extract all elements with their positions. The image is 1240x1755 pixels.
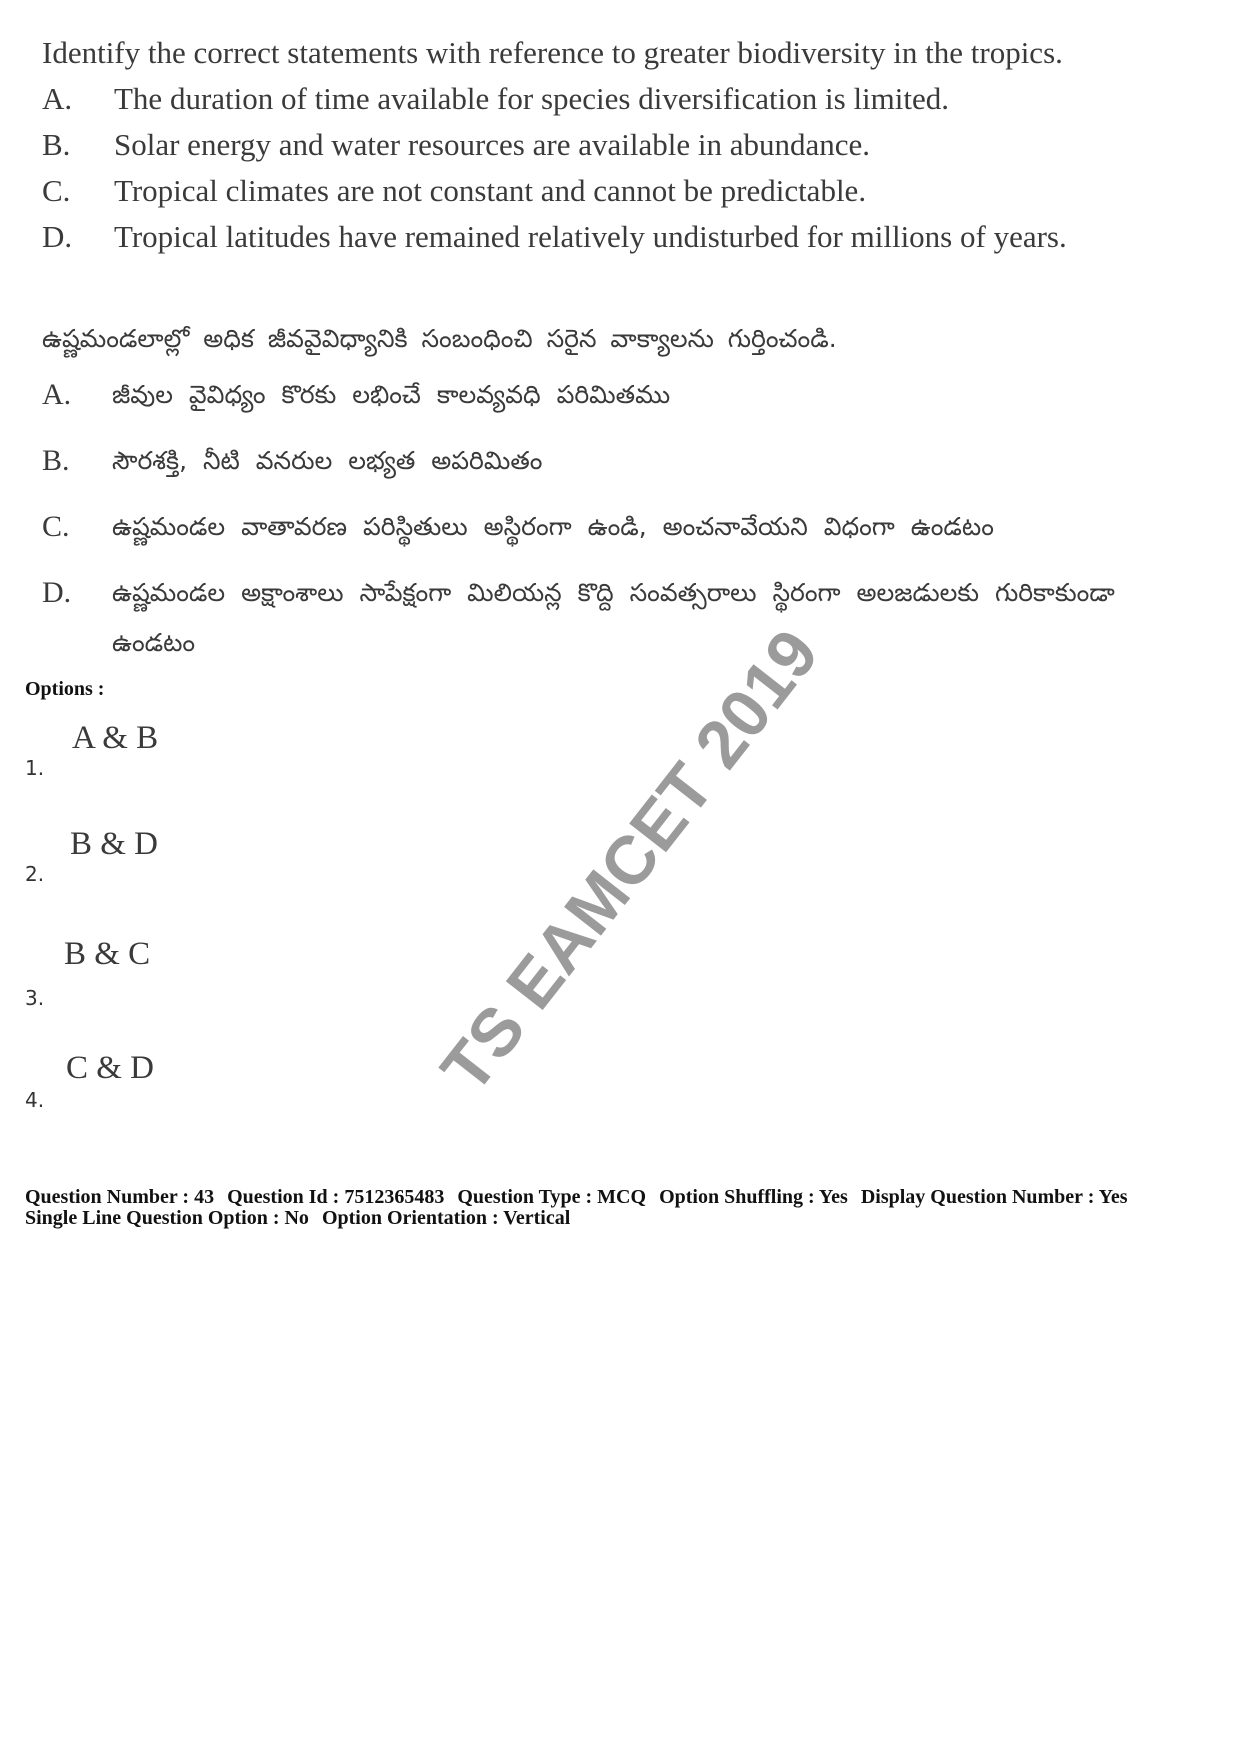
option-4[interactable]: [0, 1050, 400, 1140]
display-question-number: Display Question Number : Yes: [860, 1186, 1128, 1208]
question-telugu: [42, 322, 1202, 692]
single-line-question-option: Single Line Question Option : No: [25, 1207, 309, 1229]
option-1[interactable]: [0, 720, 400, 810]
statement-letter: D.: [42, 219, 73, 254]
statement-text: Tropical climates are not constant and cannot be predictable.: [114, 173, 867, 208]
statement-letter: B.: [42, 444, 70, 477]
option-number: 1.: [25, 756, 45, 780]
question-stem-english: Identify the correct statements with reference to greater biodiversity in the tropics.: [42, 35, 1063, 70]
statement-letter: A.: [42, 81, 73, 116]
statement-text: జీవుల వైవిధ్యం కొరకు లభించే కాలవ్యవధి పరిమితము: [112, 380, 671, 409]
statement-letter: C.: [42, 173, 71, 208]
statement-letter: B.: [42, 127, 71, 162]
question-stem-telugu: ఉష్ణమండలాల్లో అధిక జీవవైవిధ్యానికి సంబంధించి సరైన వాక్యాలను గుర్తించండి.: [42, 324, 837, 353]
option-text: C & D: [66, 1050, 155, 1086]
option-3[interactable]: [0, 936, 400, 1026]
statement-text: ఉష్ణమండల అక్షాంశాలు సాపేక్షంగా మిలియన్ల కొద్ది సంవత్సరాలు స్థిరంగా అలజడులకు గురికాకుండా ఉండటం: [112, 578, 1115, 657]
option-number: 4.: [25, 1088, 45, 1112]
statement-text: సౌరశక్తి, నీటి వనరుల లభ్యత అపరిమితం: [112, 446, 543, 475]
statement-text: Tropical latitudes have remained relatively undisturbed for millions of years.: [114, 219, 1067, 254]
statement-a-telugu: [42, 378, 1202, 420]
statement-c-english: [42, 174, 1202, 220]
statement-letter: C.: [42, 510, 70, 543]
statement-text: Solar energy and water resources are available in abundance.: [114, 127, 870, 162]
statement-letter: D.: [42, 576, 72, 609]
question-id: Question Id : 7512365483: [227, 1186, 445, 1208]
question-type: Question Type : MCQ: [457, 1186, 647, 1208]
option-2[interactable]: [0, 826, 400, 916]
statement-b-telugu: [42, 444, 1202, 486]
watermark: TS EAMCET 2019: [426, 615, 834, 1107]
option-number: 2.: [25, 862, 45, 886]
statement-c-telugu: [42, 510, 1202, 552]
option-shuffling: Option Shuffling : Yes: [659, 1186, 848, 1208]
statement-d-telugu: [42, 576, 1202, 668]
question-number: Question Number : 43: [25, 1186, 215, 1208]
question-metadata: [25, 1187, 1225, 1229]
option-text: B & C: [64, 936, 151, 972]
option-orientation: Option Orientation : Vertical: [321, 1207, 571, 1229]
statement-b-english: [42, 128, 1202, 174]
option-number: 3.: [25, 986, 45, 1010]
option-text: A & B: [72, 720, 159, 756]
option-text: B & D: [70, 826, 159, 862]
statement-d-english: [42, 220, 1202, 266]
question-english: [42, 36, 1202, 266]
statement-letter: A.: [42, 378, 72, 411]
metadata-line-2: [25, 1208, 1225, 1229]
statement-text: The duration of time available for species diversification is limited.: [114, 81, 950, 116]
statement-a-english: [42, 82, 1202, 128]
metadata-line-1: [25, 1187, 1225, 1208]
options-heading: Options :: [25, 678, 105, 700]
statement-text: ఉష్ణమండల వాతావరణ పరిస్థితులు అస్థిరంగా ఉండి, అంచనావేయని విధంగా ఉండటం: [112, 512, 994, 541]
